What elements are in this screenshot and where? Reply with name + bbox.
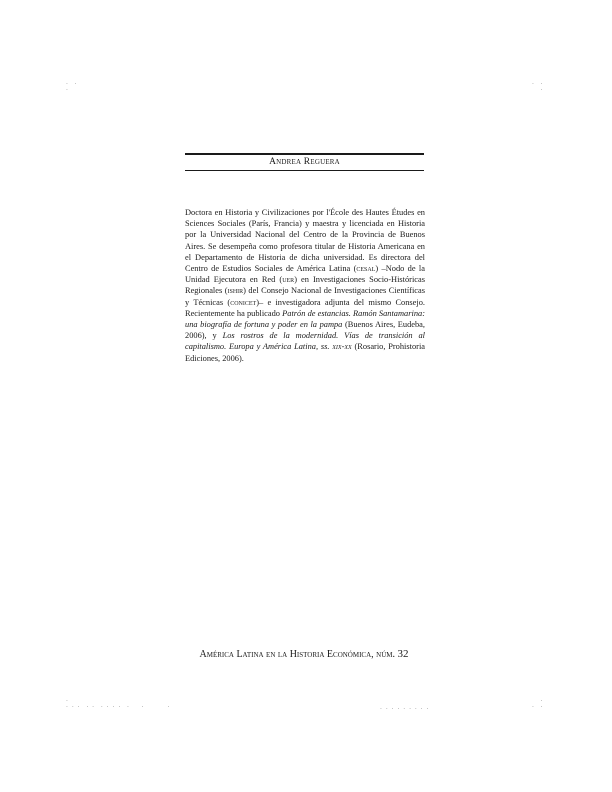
crop-mark-bottom-right: . . . <box>532 696 544 709</box>
bio-text-2e: )– e investigadora adjunta del mismo Consejo. Recientemente ha publicado <box>185 297 425 318</box>
bio-text-2b: ) –Nodo de la Unidad Ejecutora en Red ( <box>185 264 425 285</box>
book-title-1: Patrón de estancias. Ramón Santamarina: una biografía de fortuna y poder en la pampa <box>185 308 425 330</box>
crop-mark-bottom-left: . . . . . . . . . . . . . <box>66 696 171 709</box>
header-rule-bottom <box>185 170 424 171</box>
header-rule-top <box>185 153 424 155</box>
abbr-uer: uer <box>282 275 295 285</box>
bio-paragraph-1: Doctora en Historia y Civilizaciones por l'École des Hautes Études en Sciences Sociales (París, Francia) y maestra y licenciada en Historia por la Universidad Nacional del Centro de la Provincia de Buenos Aires. Se desempeña como profesora titular de Historia Americana en el Departamento de Historia de dicha universidad. <box>185 208 425 262</box>
bio-text-2a: Es directora del Centro de Estudios Sociales de América Latina ( <box>185 252 426 274</box>
journal-title: América Latina en la Historia Económica, núm. <box>199 649 395 660</box>
abbr-conicet: conicet <box>230 297 257 307</box>
bio-text-2d: ) del Consejo Nacional de Investigaciones Científicas y Técnicas ( <box>185 286 425 307</box>
crop-mark-bottom-mid: . . . . . . . . . <box>380 704 430 711</box>
crop-mark-top-left: . . . <box>66 79 78 92</box>
crop-mark-top-right: . . . <box>532 79 544 92</box>
bio-text-2g: (Rosario, Prohistoria Ediciones, 2006). <box>185 342 425 363</box>
author-biography <box>185 207 425 364</box>
running-footer <box>170 648 438 660</box>
issue-number: 32 <box>397 648 409 660</box>
bio-text-2c: ) en Investigaciones Socio-Históricas Regionales ( <box>185 275 425 296</box>
book-title-2-centuries: xix-xx <box>332 342 352 352</box>
book-title-2-text: Los rostros de la modernidad. Vías de transición al capitalismo. Europa y América Latina, ss. <box>185 331 425 352</box>
abbr-ishir: ishir <box>227 286 244 296</box>
abbr-cesal: cesal <box>356 264 376 274</box>
author-name: Andrea Reguera <box>269 157 340 167</box>
bio-text-2f: (Buenos Aires, Eudeba, 2006), y <box>185 320 425 341</box>
